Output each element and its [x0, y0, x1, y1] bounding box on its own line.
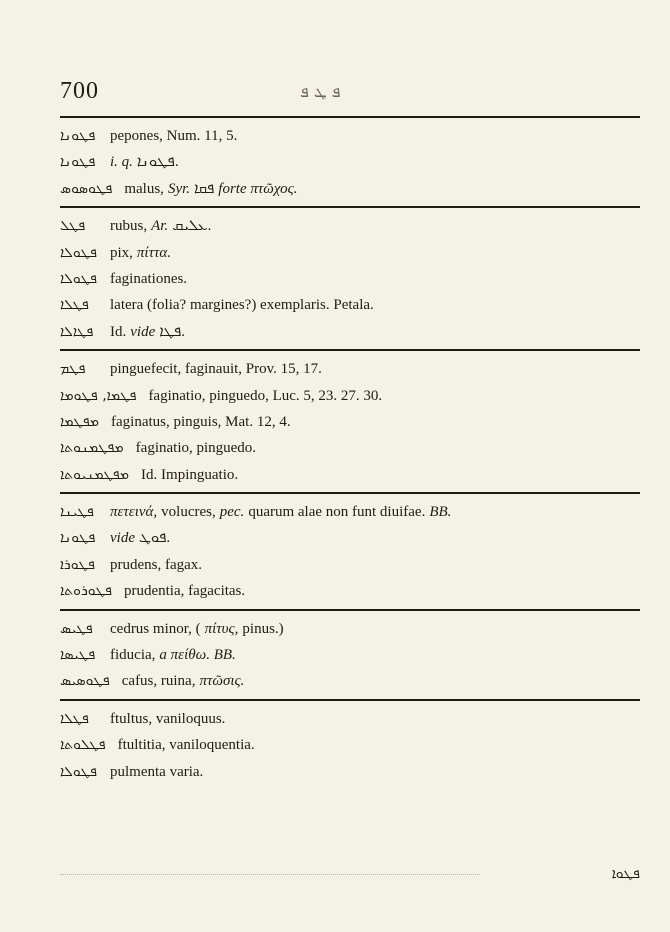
syriac-headword: ܦܛܘܣܝܣ [60, 673, 110, 690]
dictionary-entry [60, 149, 640, 175]
syriac-headword: ܦܛܠܘܬܐ [60, 737, 106, 754]
entries [60, 112, 640, 785]
dictionary-entry [60, 213, 640, 239]
gloss-text: ܦܛܘܢܐ. [136, 154, 179, 171]
syriac-headword: ܦܛܠ [60, 218, 86, 235]
dictionary-entry [60, 552, 640, 578]
syriac-headword: ܦܛܘܠܐ [60, 270, 98, 287]
dictionary-entry [60, 435, 640, 461]
running-head: ܦ ܛ ܦ [300, 82, 341, 101]
dictionary-entry [60, 462, 640, 488]
syriac-headword: ܦܛܡܐ, ܦܛܘܡܐ [60, 387, 137, 404]
dictionary-entry [60, 499, 640, 525]
gloss-text: pulmenta varia. [110, 763, 204, 780]
gloss-text: malus, [124, 180, 164, 197]
syriac-headword: ܦܛܘܠܐ [60, 763, 98, 780]
dictionary-entry [60, 409, 640, 435]
gloss-text: ܦܘܛ. [138, 530, 171, 547]
gloss-text: volucres, [161, 504, 216, 521]
dictionary-entry [60, 525, 640, 551]
syriac-headword: ܦܛܘܣܘܣ [60, 180, 113, 197]
syriac-headword: ܡܦܛܡܢܘܬܐ [60, 440, 124, 457]
dictionary-entry [60, 578, 640, 604]
gloss-text: cedrus minor, ( [110, 620, 201, 637]
syriac-headword: ܦܛܡ [60, 361, 86, 378]
gloss-text: faginatio, pinguedo, Luc. 5, 23. 27. 30. [148, 387, 383, 404]
dictionary-entry [60, 642, 640, 668]
section-rule [60, 492, 640, 494]
dictionary-entry [60, 123, 640, 149]
italic-gloss: BB. [429, 504, 452, 521]
gloss-text: rubus, [110, 218, 148, 235]
syriac-headword: ܦܛܠܐ [60, 297, 89, 314]
dictionary-entry [60, 266, 640, 292]
syriac-headword: ܡܦܛܡܐ [60, 413, 100, 430]
section-rule [60, 349, 640, 351]
gloss-text: ܦܛܐ. [159, 323, 186, 340]
dictionary-entry [60, 356, 640, 382]
syriac-headword: ܦܛܘܢܐ [60, 154, 96, 171]
syriac-headword: ܦܛܘܪܘܬܐ [60, 583, 112, 600]
dictionary-entry [60, 383, 640, 409]
italic-gloss: πτῶσις. [199, 673, 245, 690]
gloss-text: faginatus, pinguis, Mat. 12, 4. [111, 413, 291, 430]
gloss-text: latera (folia? margines?) exemplaris. Petala. [110, 297, 374, 314]
section-rule [60, 609, 640, 611]
gloss-text: pinguefecit, faginauit, Prov. 15, 17. [110, 361, 322, 378]
gloss-text: prudentia, fagacitas. [123, 583, 246, 600]
italic-gloss: πετεινά, [110, 504, 158, 521]
catchword: ܦܛܘܐ [611, 866, 640, 882]
italic-gloss: πίττα. [136, 244, 171, 261]
italic-gloss: i. q. [110, 154, 133, 171]
italic-gloss: vide [130, 323, 156, 340]
gloss-text: ftultus, vaniloquus. [110, 710, 226, 727]
dictionary-entry [60, 732, 640, 758]
italic-gloss: Syr. [167, 180, 191, 197]
syriac-headword: ܦܛܘܢܐ [60, 530, 96, 547]
gloss-text: quarum alae non funt diuifae. [248, 504, 426, 521]
gloss-text: pepones, Num. 11, 5. [110, 128, 238, 144]
syriac-headword: ܦܛܝܣ [60, 620, 93, 637]
italic-gloss: forte πτῶχος. [218, 180, 298, 197]
dictionary-entry [60, 616, 640, 642]
gloss-text: pix, [110, 244, 133, 261]
italic-gloss: Ar. [151, 218, 169, 235]
italic-gloss: pec. [219, 504, 245, 521]
section-rule [60, 116, 640, 118]
gloss-text: Id. Impinguatio. [141, 466, 239, 483]
gloss-text: pinus.) [242, 620, 284, 637]
page-number: 700 [60, 78, 99, 104]
syriac-headword: ܦܛܘܢܐ [60, 128, 96, 144]
syriac-headword: ܦܛܐܠܐ [60, 323, 94, 340]
dictionary-entry [60, 292, 640, 318]
dictionary-entry [60, 176, 640, 202]
gloss-text: faginatio, pinguedo. [135, 440, 257, 457]
dictionary-entry [60, 319, 640, 345]
syriac-headword: ܦܛܝܣܐ [60, 647, 96, 664]
dictionary-entry [60, 668, 640, 694]
gloss-text: ܥܠܝܩ. [172, 218, 212, 235]
syriac-headword: ܦܛܘܠܐ [60, 244, 98, 261]
gloss-text: ܦܩܐ [194, 180, 215, 197]
gloss-text: faginationes. [110, 270, 188, 287]
dictionary-entry [60, 706, 640, 732]
dictionary-entry [60, 240, 640, 266]
syriac-headword: ܦܛܘܪܐ [60, 556, 95, 573]
italic-gloss: vide [110, 530, 135, 547]
gloss-text: cafus, ruina, [121, 673, 196, 690]
syriac-headword: ܦܛܝܢܐ [60, 504, 94, 521]
syriac-headword: ܡܦܛܡܢܝܘܬܐ [60, 466, 130, 483]
gloss-text: Id. [110, 323, 127, 340]
section-rule [60, 206, 640, 208]
section-rule [60, 699, 640, 701]
italic-gloss: a πείθω. BB. [159, 647, 236, 664]
bottom-dotted-rule [60, 874, 480, 875]
syriac-headword: ܦܛܠܐ [60, 710, 89, 727]
dictionary-entry [60, 759, 640, 785]
gloss-text: fiducia, [110, 647, 156, 664]
gloss-text: ftultitia, vaniloquentia. [117, 737, 255, 754]
italic-gloss: πίτυς, [204, 620, 239, 637]
gloss-text: prudens, fagax. [110, 556, 203, 573]
